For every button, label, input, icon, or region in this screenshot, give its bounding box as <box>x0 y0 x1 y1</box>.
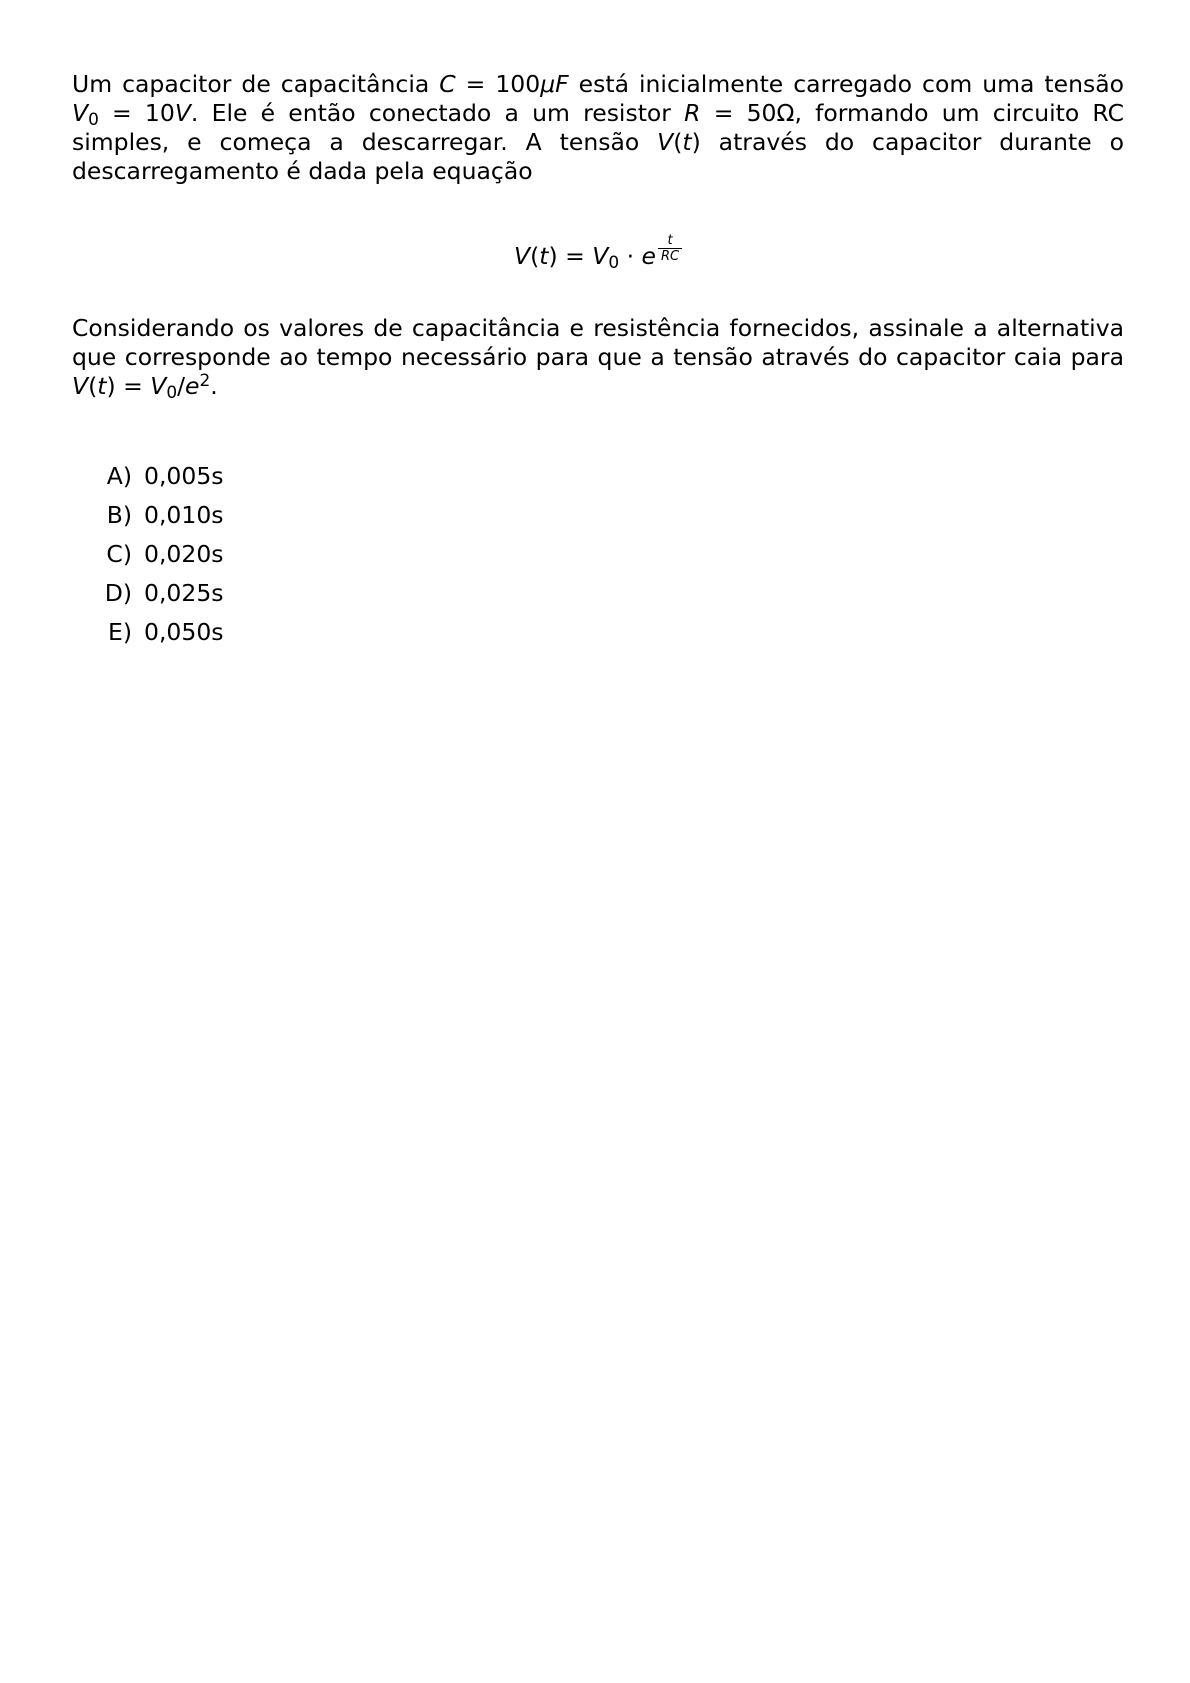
body-e: e <box>185 372 200 400</box>
option-letter: D) <box>104 579 132 607</box>
body-paren-open: ( <box>88 372 98 400</box>
eq-v: V <box>513 242 531 270</box>
option-text: 0,010s <box>144 501 224 529</box>
intro-text-1: Um capacitor de capacitância <box>72 70 440 98</box>
intro-text-2: está inicialmente carregado com uma tensão <box>568 70 1124 98</box>
paren-close: ) <box>691 128 701 156</box>
option-text: 0,050s <box>144 618 224 646</box>
exponent-numerator: t <box>658 234 682 249</box>
eq-t: t <box>539 242 549 270</box>
capacitance-unit: μF <box>540 70 569 98</box>
exponent-fraction <box>658 234 682 263</box>
eq-paren-open: ( <box>530 242 540 270</box>
option-text: 0,025s <box>144 579 224 607</box>
option-letter: B) <box>106 501 132 529</box>
voltage-value: = 10 <box>98 99 175 127</box>
body-v0-subscript: 0 <box>166 382 178 403</box>
body-slash: / <box>177 372 186 400</box>
equation-expression <box>514 232 682 280</box>
option-letter: C) <box>106 540 132 568</box>
eq-dot: · <box>619 242 642 270</box>
option-letter: E) <box>107 618 132 646</box>
question-intro <box>72 70 1124 186</box>
body-paren-close: ) = <box>106 372 151 400</box>
option-e[interactable] <box>92 613 1124 652</box>
capacitance-symbol: C <box>439 70 456 98</box>
paren-open: ( <box>673 128 683 156</box>
voltage-subscript: 0 <box>88 109 99 130</box>
option-c[interactable] <box>92 535 1124 574</box>
eq-v0: V <box>592 242 609 270</box>
option-text: 0,020s <box>144 540 224 568</box>
eq-e: e <box>641 242 656 270</box>
body-v0: V <box>150 372 167 400</box>
answer-options <box>72 457 1124 652</box>
question-page <box>72 70 1124 652</box>
body-text: Considerando os valores de capacitância e resistência fornecidos, assinale a alternativa que corresponde ao tempo necessário para que a tensão através do capacitor caia para <box>72 314 1124 371</box>
option-a[interactable] <box>92 457 1124 496</box>
capacitance-value: = 100 <box>455 70 541 98</box>
option-letter: A) <box>106 462 132 490</box>
body-exponent: 2 <box>199 370 211 391</box>
body-period: . <box>210 372 218 400</box>
body-v: V <box>72 372 89 400</box>
voltage-symbol: V <box>72 99 89 127</box>
option-text: 0,005s <box>144 462 224 490</box>
option-d[interactable] <box>92 574 1124 613</box>
eq-v0-subscript: 0 <box>608 252 620 273</box>
voltage-unit: V <box>174 99 191 127</box>
intro-text-5: através do capacitor durante o descarregamento é dada pela equação <box>72 128 1124 185</box>
exponent-denominator: RC <box>660 249 680 264</box>
question-body <box>72 314 1124 401</box>
intro-text-4: = 50Ω, formando um circuito RC simples, e começa a descarregar. A tensão <box>72 99 1124 156</box>
eq-paren-close: ) = <box>548 242 593 270</box>
intro-text-3: . Ele é então conectado a um resistor <box>190 99 685 127</box>
resistance-symbol: R <box>684 99 701 127</box>
option-b[interactable] <box>92 496 1124 535</box>
body-t: t <box>97 372 107 400</box>
discharge-equation <box>72 232 1124 280</box>
vt-symbol: V <box>657 128 674 156</box>
t-variable: t <box>682 128 692 156</box>
